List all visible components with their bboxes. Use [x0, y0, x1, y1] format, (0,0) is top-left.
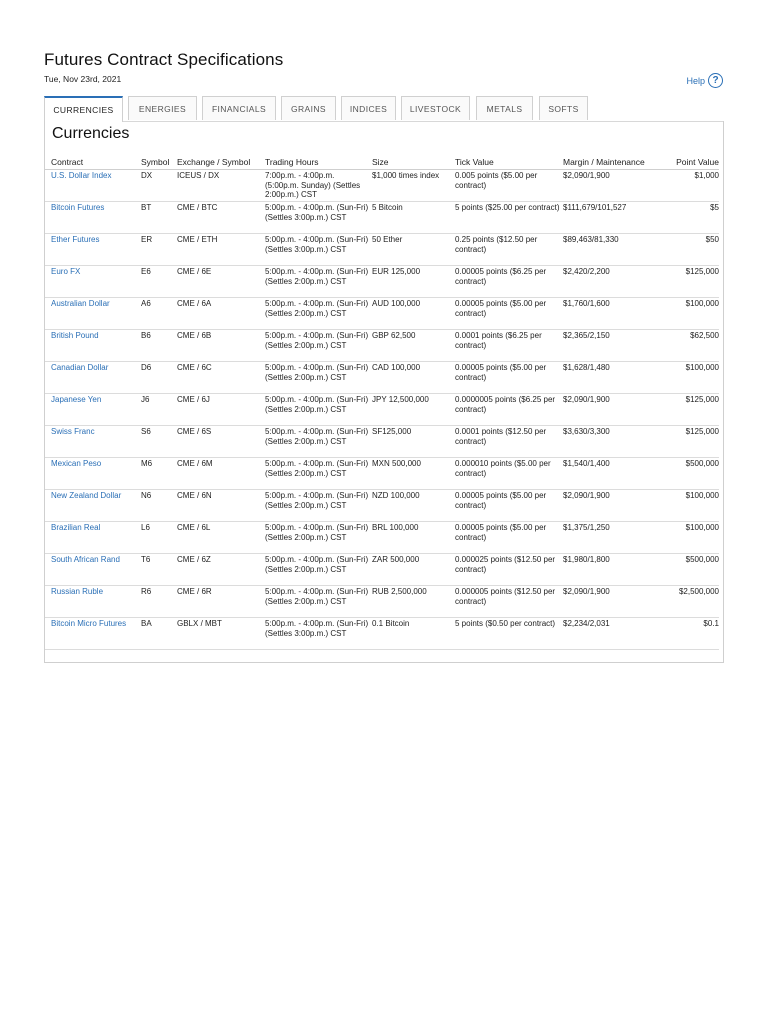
tab-financials[interactable]: FINANCIALS — [202, 96, 276, 120]
tick-value-cell: 5 points ($0.50 per contract) — [455, 618, 563, 650]
help-question-icon[interactable]: ? — [708, 73, 723, 88]
contract-link[interactable]: U.S. Dollar Index — [51, 171, 112, 180]
trading-hours-cell: 5:00p.m. - 4:00p.m. (Sun-Fri) (Settles 2:00p.m.) CST — [265, 490, 372, 522]
column-header-point-value[interactable]: Point Value — [664, 150, 719, 170]
tick-value-cell: 0.00005 points ($5.00 per contract) — [455, 490, 563, 522]
trading-hours-cell: 5:00p.m. - 4:00p.m. (Sun-Fri) (Settles 2:00p.m.) CST — [265, 458, 372, 490]
exchange-symbol-cell: ICEUS / DX — [177, 170, 265, 202]
tab-currencies[interactable]: CURRENCIES — [44, 96, 123, 122]
point-value-cell: $50 — [664, 234, 719, 266]
table-row — [45, 554, 719, 586]
size-cell: GBP 62,500 — [372, 330, 455, 362]
contract-cell — [45, 362, 141, 394]
point-value-cell: $62,500 — [664, 330, 719, 362]
exchange-symbol-cell: CME / 6R — [177, 586, 265, 618]
contract-link[interactable]: South African Rand — [51, 555, 120, 564]
point-value-cell: $0.1 — [664, 618, 719, 650]
exchange-symbol-cell: CME / ETH — [177, 234, 265, 266]
table-body — [45, 170, 719, 650]
size-cell: RUB 2,500,000 — [372, 586, 455, 618]
table-row — [45, 522, 719, 554]
column-header-margin-maintenance[interactable]: Margin / Maintenance — [563, 150, 664, 170]
contract-specs-table — [45, 150, 719, 650]
tick-value-cell: 0.0000005 points ($6.25 per contract) — [455, 394, 563, 426]
symbol-cell: R6 — [141, 586, 177, 618]
size-cell: BRL 100,000 — [372, 522, 455, 554]
margin-cell: $1,540/1,400 — [563, 458, 664, 490]
trading-hours-cell: 5:00p.m. - 4:00p.m. (Sun-Fri) (Settles 2:00p.m.) CST — [265, 522, 372, 554]
size-cell: NZD 100,000 — [372, 490, 455, 522]
trading-hours-cell: 5:00p.m. - 4:00p.m. (Sun-Fri) (Settles 2:00p.m.) CST — [265, 362, 372, 394]
contract-cell — [45, 170, 141, 202]
contract-cell — [45, 426, 141, 458]
contract-cell — [45, 298, 141, 330]
symbol-cell: A6 — [141, 298, 177, 330]
table-row — [45, 298, 719, 330]
tick-value-cell: 0.000010 points ($5.00 per contract) — [455, 458, 563, 490]
size-cell: CAD 100,000 — [372, 362, 455, 394]
trading-hours-cell: 5:00p.m. - 4:00p.m. (Sun-Fri) (Settles 2:00p.m.) CST — [265, 394, 372, 426]
exchange-symbol-cell: CME / 6L — [177, 522, 265, 554]
tab-energies[interactable]: ENERGIES — [128, 96, 197, 120]
trading-hours-cell: 5:00p.m. - 4:00p.m. (Sun-Fri) (Settles 2:00p.m.) CST — [265, 554, 372, 586]
table-header-row — [45, 150, 719, 170]
contract-link[interactable]: Bitcoin Micro Futures — [51, 619, 127, 628]
contract-link[interactable]: Bitcoin Futures — [51, 203, 105, 212]
contract-cell — [45, 394, 141, 426]
tab-metals[interactable]: METALS — [476, 96, 533, 120]
point-value-cell: $100,000 — [664, 490, 719, 522]
size-cell: 0.1 Bitcoin — [372, 618, 455, 650]
margin-cell: $1,375/1,250 — [563, 522, 664, 554]
size-cell: $1,000 times index — [372, 170, 455, 202]
contract-link[interactable]: New Zealand Dollar — [51, 491, 122, 500]
contract-cell — [45, 522, 141, 554]
contract-cell — [45, 458, 141, 490]
contract-cell — [45, 330, 141, 362]
exchange-symbol-cell: CME / 6B — [177, 330, 265, 362]
margin-cell: $1,760/1,600 — [563, 298, 664, 330]
exchange-symbol-cell: CME / 6J — [177, 394, 265, 426]
table-row — [45, 362, 719, 394]
table-row — [45, 426, 719, 458]
table-row — [45, 330, 719, 362]
point-value-cell: $100,000 — [664, 298, 719, 330]
trading-hours-cell: 5:00p.m. - 4:00p.m. (Sun-Fri) (Settles 3:00p.m.) CST — [265, 618, 372, 650]
column-header-symbol[interactable]: Symbol — [141, 150, 177, 170]
margin-cell: $2,090/1,900 — [563, 490, 664, 522]
margin-cell: $1,980/1,800 — [563, 554, 664, 586]
tick-value-cell: 0.00005 points ($5.00 per contract) — [455, 522, 563, 554]
symbol-cell: T6 — [141, 554, 177, 586]
exchange-symbol-cell: CME / 6A — [177, 298, 265, 330]
tick-value-cell: 0.00005 points ($6.25 per contract) — [455, 266, 563, 298]
tick-value-cell: 0.005 points ($5.00 per contract) — [455, 170, 563, 202]
margin-cell: $2,234/2,031 — [563, 618, 664, 650]
contract-cell — [45, 490, 141, 522]
size-cell: AUD 100,000 — [372, 298, 455, 330]
column-header-exchange-symbol[interactable]: Exchange / Symbol — [177, 150, 265, 170]
contract-cell — [45, 202, 141, 234]
margin-cell: $2,420/2,200 — [563, 266, 664, 298]
contract-link[interactable]: Euro FX — [51, 267, 81, 276]
exchange-symbol-cell: CME / 6N — [177, 490, 265, 522]
contract-cell — [45, 554, 141, 586]
margin-cell: $2,090/1,900 — [563, 586, 664, 618]
contract-link[interactable]: Russian Ruble — [51, 587, 104, 596]
size-cell: SF125,000 — [372, 426, 455, 458]
tick-value-cell: 0.000005 points ($12.50 per contract) — [455, 586, 563, 618]
symbol-cell: DX — [141, 170, 177, 202]
trading-hours-cell: 5:00p.m. - 4:00p.m. (Sun-Fri) (Settles 2:00p.m.) CST — [265, 266, 372, 298]
point-value-cell: $100,000 — [664, 362, 719, 394]
tick-value-cell: 0.00005 points ($5.00 per contract) — [455, 362, 563, 394]
size-cell: 5 Bitcoin — [372, 202, 455, 234]
trading-hours-cell: 5:00p.m. - 4:00p.m. (Sun-Fri) (Settles 3:00p.m.) CST — [265, 202, 372, 234]
contract-link[interactable]: Mexican Peso — [51, 459, 102, 468]
tick-value-cell: 0.25 points ($12.50 per contract) — [455, 234, 563, 266]
exchange-symbol-cell: CME / 6S — [177, 426, 265, 458]
column-header-size[interactable]: Size — [372, 150, 455, 170]
trading-hours-cell: 5:00p.m. - 4:00p.m. (Sun-Fri) (Settles 2:00p.m.) CST — [265, 586, 372, 618]
table-row — [45, 202, 719, 234]
table-row — [45, 170, 719, 202]
contract-link[interactable]: Australian Dollar — [51, 299, 110, 308]
symbol-cell: N6 — [141, 490, 177, 522]
page-date: Tue, Nov 23rd, 2021 — [44, 74, 122, 84]
exchange-symbol-cell: CME / 6M — [177, 458, 265, 490]
point-value-cell: $500,000 — [664, 458, 719, 490]
symbol-cell: J6 — [141, 394, 177, 426]
contract-cell — [45, 234, 141, 266]
symbol-cell: BA — [141, 618, 177, 650]
contract-link[interactable]: British Pound — [51, 331, 99, 340]
size-cell: JPY 12,500,000 — [372, 394, 455, 426]
contract-cell — [45, 266, 141, 298]
table-row — [45, 458, 719, 490]
trading-hours-cell: 7:00p.m. - 4:00p.m. (5:00p.m. Sunday) (Settles 2:00p.m.) CST — [265, 170, 372, 202]
point-value-cell: $125,000 — [664, 394, 719, 426]
margin-cell: $2,365/2,150 — [563, 330, 664, 362]
symbol-cell: S6 — [141, 426, 177, 458]
contract-link[interactable]: Japanese Yen — [51, 395, 102, 404]
symbol-cell: BT — [141, 202, 177, 234]
column-header-contract[interactable]: Contract — [45, 150, 141, 170]
table-row — [45, 618, 719, 650]
contract-cell — [45, 618, 141, 650]
help-link[interactable] — [686, 73, 723, 88]
tick-value-cell: 0.0001 points ($12.50 per contract) — [455, 426, 563, 458]
point-value-cell: $2,500,000 — [664, 586, 719, 618]
tick-value-cell: 0.00005 points ($5.00 per contract) — [455, 298, 563, 330]
contract-link[interactable]: Brazilian Real — [51, 523, 101, 532]
table-row — [45, 490, 719, 522]
exchange-symbol-cell: GBLX / MBT — [177, 618, 265, 650]
exchange-symbol-cell: CME / 6E — [177, 266, 265, 298]
column-header-trading-hours[interactable]: Trading Hours — [265, 150, 372, 170]
tab-grains[interactable]: GRAINS — [281, 96, 336, 120]
tick-value-cell: 0.0001 points ($6.25 per contract) — [455, 330, 563, 362]
symbol-cell: B6 — [141, 330, 177, 362]
size-cell: 50 Ether — [372, 234, 455, 266]
category-tabs — [44, 96, 724, 122]
point-value-cell: $5 — [664, 202, 719, 234]
size-cell: EUR 125,000 — [372, 266, 455, 298]
tick-value-cell: 5 points ($25.00 per contract) — [455, 202, 563, 234]
page-title: Futures Contract Specifications — [44, 50, 284, 69]
point-value-cell: $100,000 — [664, 522, 719, 554]
symbol-cell: L6 — [141, 522, 177, 554]
trading-hours-cell: 5:00p.m. - 4:00p.m. (Sun-Fri) (Settles 3:00p.m.) CST — [265, 234, 372, 266]
column-header-tick-value[interactable]: Tick Value — [455, 150, 563, 170]
point-value-cell: $500,000 — [664, 554, 719, 586]
exchange-symbol-cell: CME / 6C — [177, 362, 265, 394]
tick-value-cell: 0.000025 points ($12.50 per contract) — [455, 554, 563, 586]
trading-hours-cell: 5:00p.m. - 4:00p.m. (Sun-Fri) (Settles 2:00p.m.) CST — [265, 426, 372, 458]
table-row — [45, 586, 719, 618]
table-row — [45, 234, 719, 266]
trading-hours-cell: 5:00p.m. - 4:00p.m. (Sun-Fri) (Settles 2:00p.m.) CST — [265, 330, 372, 362]
contract-link[interactable]: Canadian Dollar — [51, 363, 109, 372]
trading-hours-cell: 5:00p.m. - 4:00p.m. (Sun-Fri) (Settles 2:00p.m.) CST — [265, 298, 372, 330]
size-cell: MXN 500,000 — [372, 458, 455, 490]
tab-softs[interactable]: SOFTS — [539, 96, 588, 120]
symbol-cell: ER — [141, 234, 177, 266]
tab-livestock[interactable]: LIVESTOCK — [401, 96, 470, 120]
contract-cell — [45, 586, 141, 618]
margin-cell: $111,679/101,527 — [563, 202, 664, 234]
point-value-cell: $125,000 — [664, 266, 719, 298]
margin-cell: $89,463/81,330 — [563, 234, 664, 266]
contract-link[interactable]: Swiss Franc — [51, 427, 95, 436]
contract-link[interactable]: Ether Futures — [51, 235, 100, 244]
point-value-cell: $125,000 — [664, 426, 719, 458]
symbol-cell: E6 — [141, 266, 177, 298]
size-cell: ZAR 500,000 — [372, 554, 455, 586]
tab-indices[interactable]: INDICES — [341, 96, 396, 120]
section-title: Currencies — [52, 125, 130, 142]
symbol-cell: D6 — [141, 362, 177, 394]
margin-cell: $2,090/1,900 — [563, 170, 664, 202]
symbol-cell: M6 — [141, 458, 177, 490]
exchange-symbol-cell: CME / 6Z — [177, 554, 265, 586]
point-value-cell: $1,000 — [664, 170, 719, 202]
help-label: Help — [686, 75, 705, 86]
table-row — [45, 266, 719, 298]
exchange-symbol-cell: CME / BTC — [177, 202, 265, 234]
table-row — [45, 394, 719, 426]
margin-cell: $2,090/1,900 — [563, 394, 664, 426]
margin-cell: $1,628/1,480 — [563, 362, 664, 394]
margin-cell: $3,630/3,300 — [563, 426, 664, 458]
